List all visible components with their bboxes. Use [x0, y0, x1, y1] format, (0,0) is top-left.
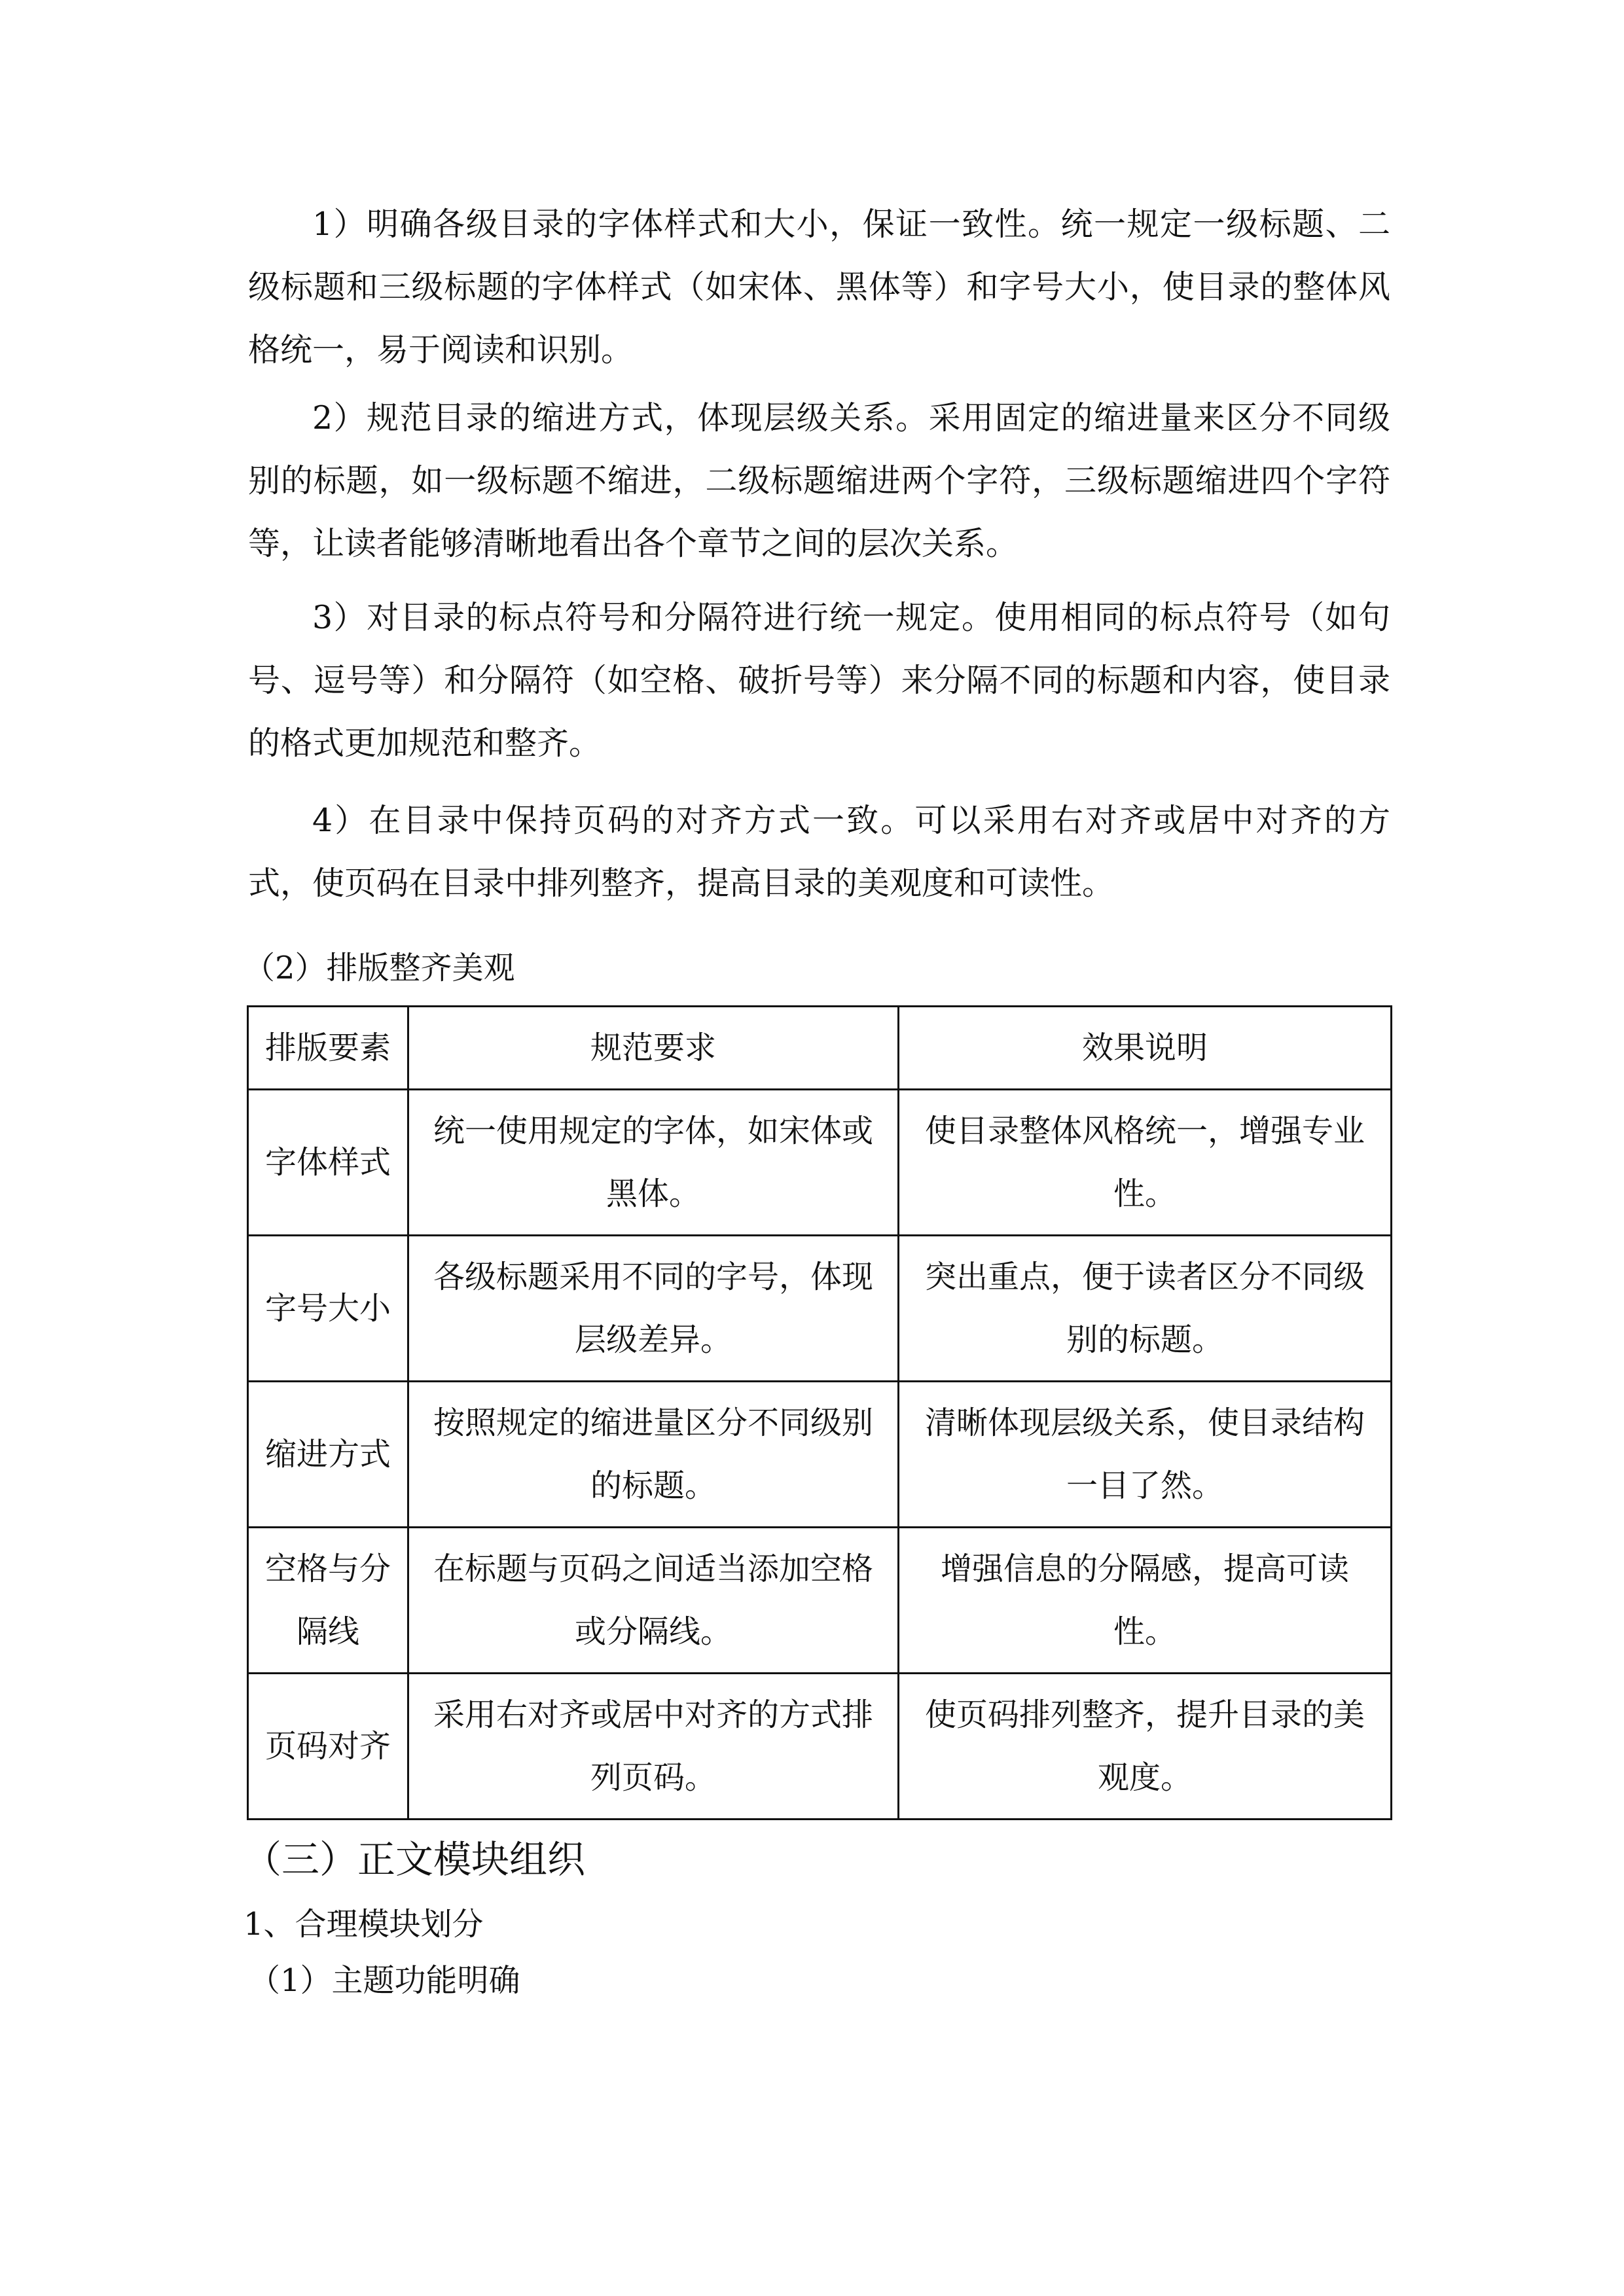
paragraph-2: 2）规范目录的缩进方式，体现层级关系。采用固定的缩进量来区分不同级别的标题，如一级标题不缩进，二级标题缩进两个字符，三级标题缩进四个字符等，让读者能够清晰地看出各个章节之间的层次关系。: [248, 399, 1390, 562]
cell-requirement: 各级标题采用不同的字号，体现层级差异。: [408, 1236, 899, 1382]
cell-effect: 清晰体现层级关系，使目录结构一目了然。: [899, 1382, 1392, 1528]
cell-effect: 增强信息的分隔感，提高可读性。: [899, 1528, 1392, 1674]
table-row: [248, 1674, 1392, 1820]
table-row: [248, 1528, 1392, 1674]
subsubheading: （1）主题功能明确: [249, 1962, 520, 1999]
table-row: [248, 1382, 1392, 1528]
cell-effect: 使页码排列整齐，提升目录的美观度。: [899, 1674, 1392, 1820]
cell-effect: 突出重点，便于读者区分不同级别的标题。: [899, 1236, 1392, 1382]
paragraph-3: 3）对目录的标点符号和分隔符进行统一规定。使用相同的标点符号（如句号、逗号等）和分隔符（如空格、破折号等）来分隔不同的标题和内容，使目录的格式更加规范和整齐。: [248, 599, 1390, 762]
section-label: （2）排版整齐美观: [244, 950, 515, 986]
header-effect: 效果说明: [899, 1007, 1392, 1090]
cell-element: 缩进方式: [248, 1382, 408, 1528]
cell-element: 字号大小: [248, 1236, 408, 1382]
cell-requirement: 采用右对齐或居中对齐的方式排列页码。: [408, 1674, 899, 1820]
cell-element: 字体样式: [248, 1090, 408, 1236]
cell-requirement: 在标题与页码之间适当添加空格或分隔线。: [408, 1528, 899, 1674]
table-row: [248, 1090, 1392, 1236]
cell-requirement: 按照规定的缩进量区分不同级别的标题。: [408, 1382, 899, 1528]
header-requirement: 规范要求: [408, 1007, 899, 1090]
header-element: 排版要素: [248, 1007, 408, 1090]
table-row: [248, 1236, 1392, 1382]
paragraph-1: 1）明确各级目录的字体样式和大小，保证一致性。统一规定一级标题、二级标题和三级标题的字体样式（如宋体、黑体等）和字号大小，使目录的整体风格统一，易于阅读和识别。: [248, 206, 1390, 368]
section-heading: （三）正文模块组织: [244, 1837, 586, 1882]
cell-element: 空格与分隔线: [248, 1528, 408, 1674]
cell-element: 页码对齐: [248, 1674, 408, 1820]
cell-effect: 使目录整体风格统一，增强专业性。: [899, 1090, 1392, 1236]
layout-table: [247, 1005, 1392, 1820]
subheading: 1、合理模块划分: [244, 1906, 484, 1943]
table-header-row: [248, 1007, 1392, 1090]
cell-requirement: 统一使用规定的字体，如宋体或黑体。: [408, 1090, 899, 1236]
paragraph-4: 4）在目录中保持页码的对齐方式一致。可以采用右对齐或居中对齐的方式，使页码在目录中排列整齐，提高目录的美观度和可读性。: [248, 802, 1390, 902]
